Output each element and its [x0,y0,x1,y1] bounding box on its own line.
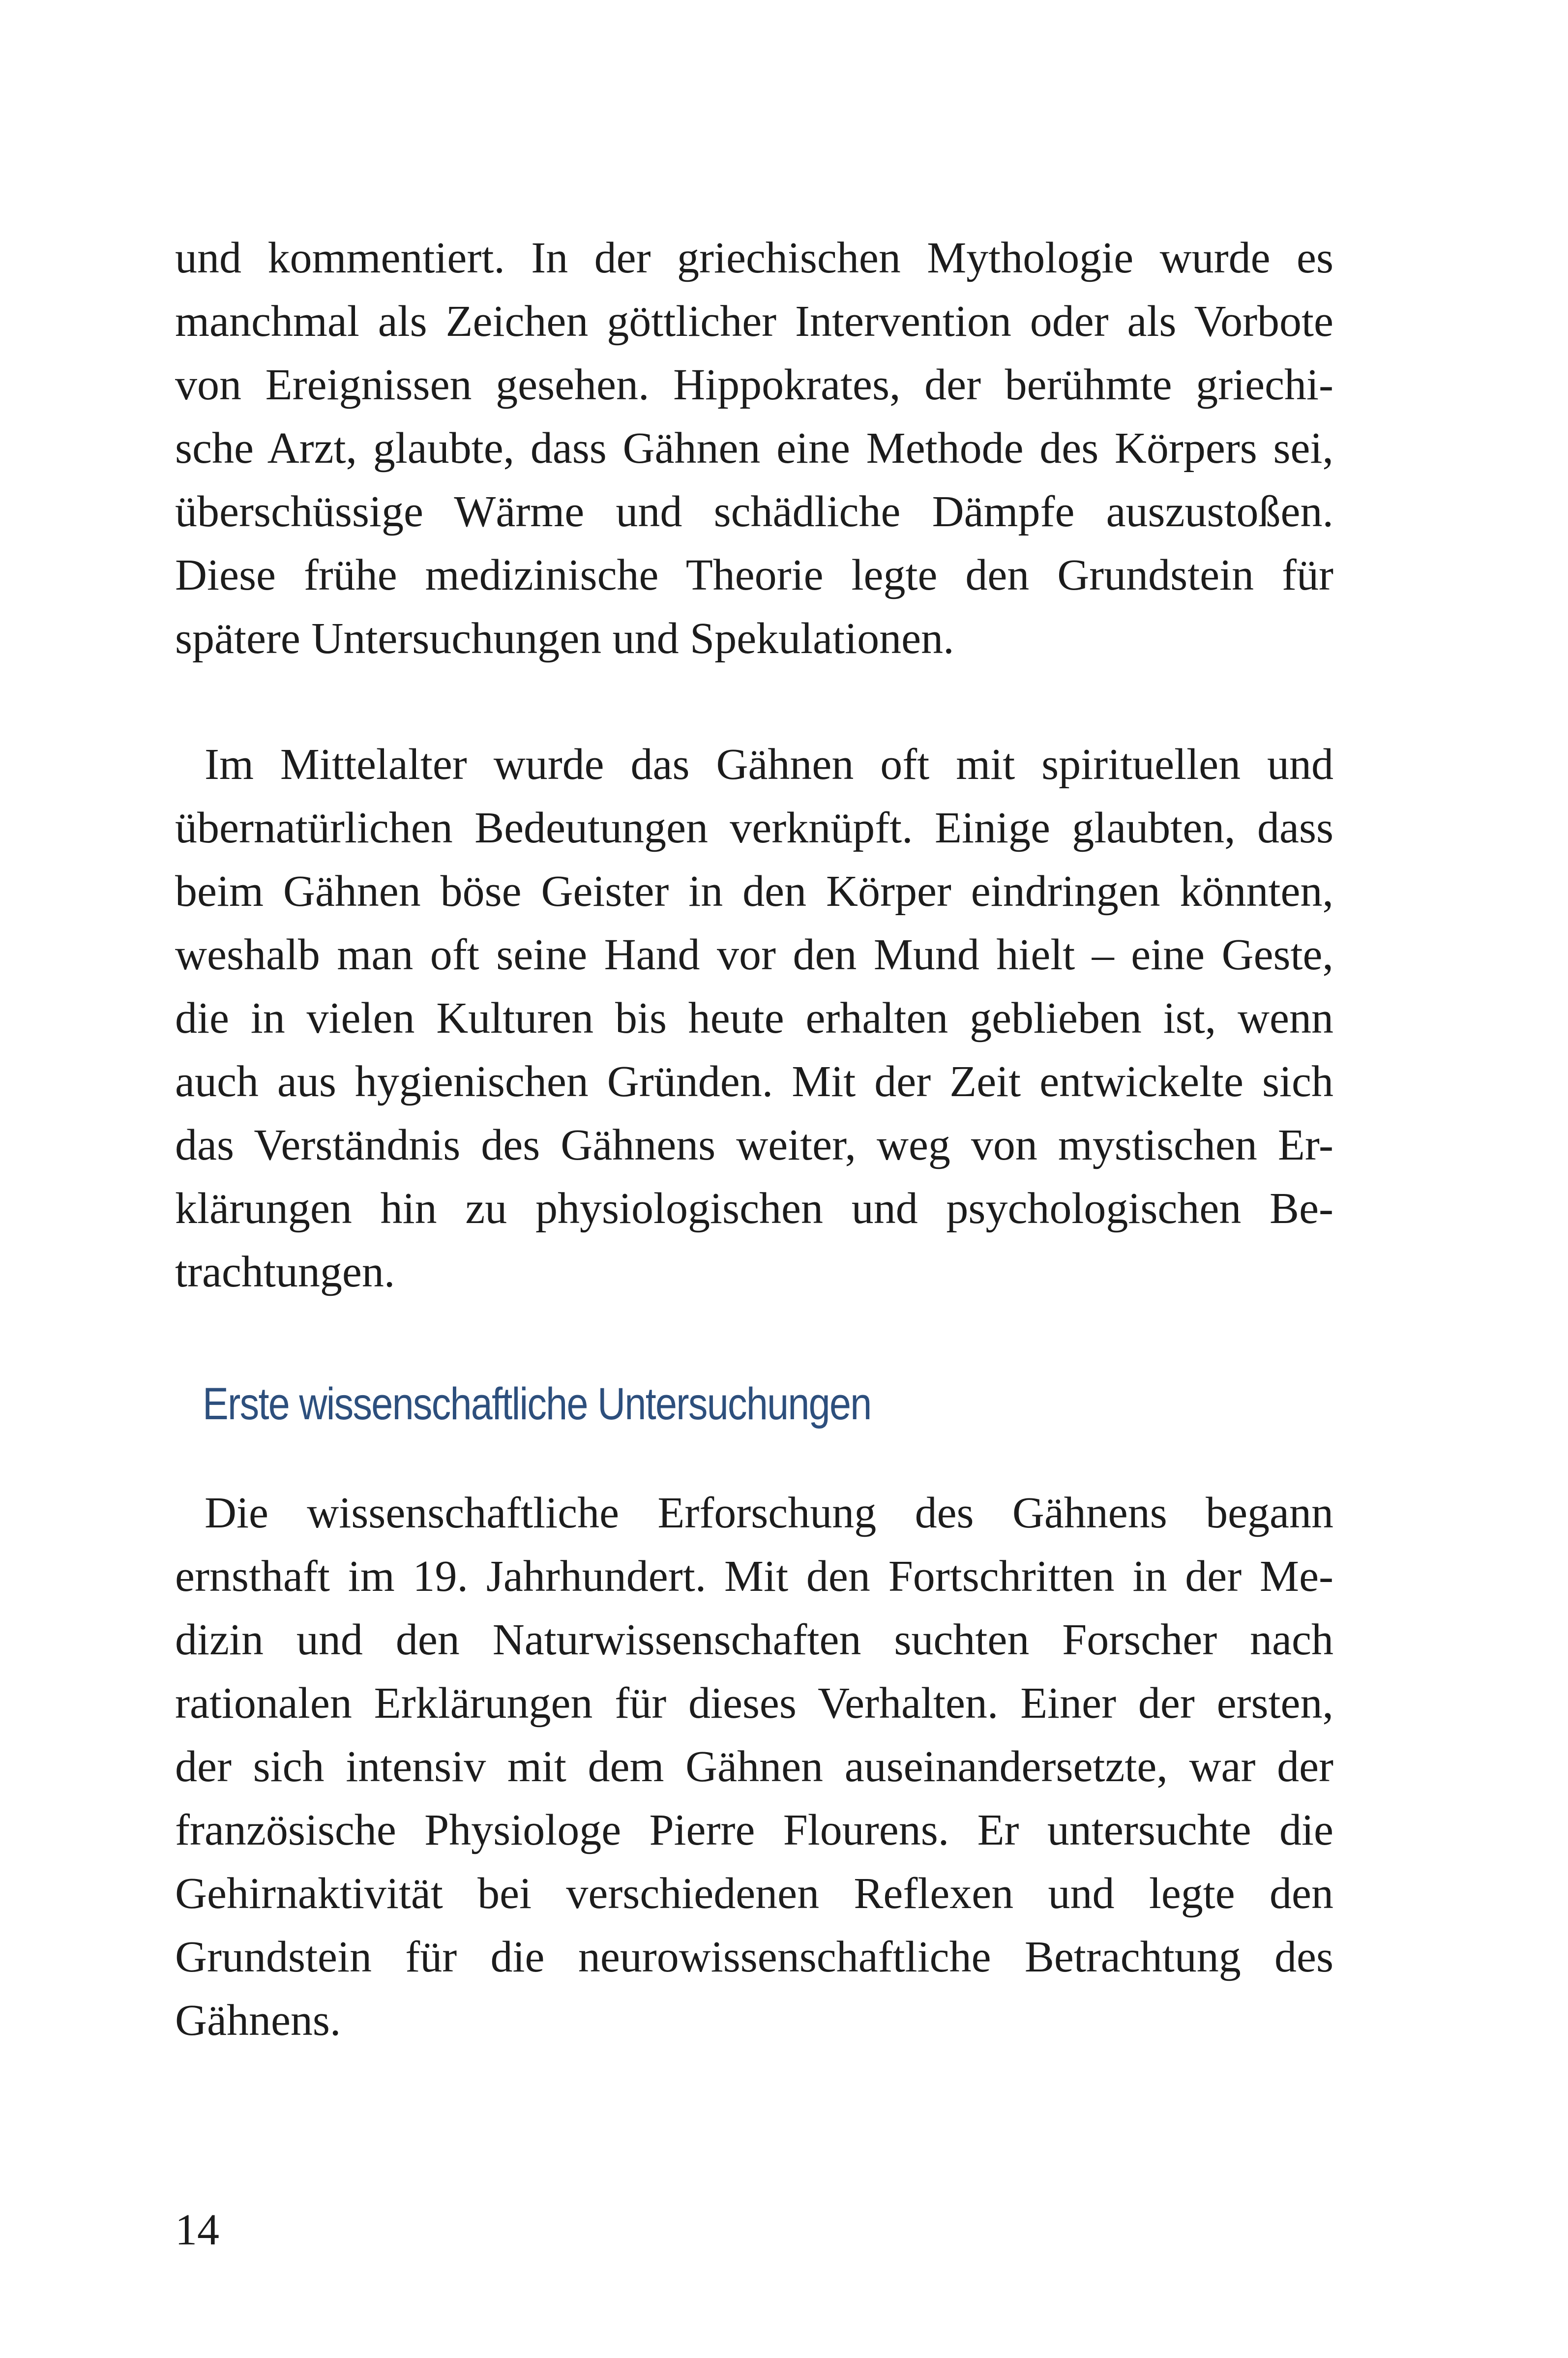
text-line: Gehirnaktivität bei verschiedenen Reflexen und legte den [175,1869,1333,1918]
text-line: weshalb man oft seine Hand vor den Mund hielt – eine Geste, [175,930,1333,979]
text-line: manchmal als Zeichen göttlicher Intervention oder als Vorbote [175,297,1333,346]
text-line: auch aus hygienischen Gründen. Mit der Zeit entwickelte sich [175,1057,1333,1106]
text-line: überschüssige Wärme und schädliche Dämpfe auszustoßen. [175,487,1333,536]
page-number: 14 [175,2206,219,2254]
text-line: ernsthaft im 19. Jahrhundert. Mit den Fortschritten in der Me- [175,1552,1333,1601]
paragraph-middle-ages [175,733,1333,1304]
text-line: und kommentiert. In der griechischen Mythologie wurde es [175,234,1333,282]
text-line: sche Arzt, glaubte, dass Gähnen eine Methode des Körpers sei, [175,424,1333,473]
text-line: die in vielen Kulturen bis heute erhalten geblieben ist, wenn [175,994,1333,1043]
text-line: Gähnens. [175,1996,341,2045]
text-line: rationalen Erklärungen für dieses Verhalten. Einer der ersten, [175,1679,1333,1728]
text-line: trachtungen. [175,1248,395,1296]
text-line: übernatürlichen Bedeutungen verknüpft. Einige glaubten, dass [175,804,1333,852]
section-heading: Erste wissenschaftliche Untersuchungen [203,1379,871,1429]
text-line: von Ereignissen gesehen. Hippokrates, der berühmte griechi- [175,360,1333,409]
text-line: spätere Untersuchungen und Spekulationen. [175,614,954,663]
text-line: dizin und den Naturwissenschaften suchten Forscher nach [175,1615,1333,1664]
text-line: Im Mittelalter wurde das Gähnen oft mit spirituellen und [205,740,1333,789]
text-line: beim Gähnen böse Geister in den Körper eindringen könnten, [175,867,1333,916]
text-line: französische Physiologe Pierre Flourens. Er untersuchte die [175,1806,1333,1854]
text-line: klärungen hin zu physiologischen und psychologischen Be- [175,1184,1333,1233]
paragraph-scientific-research [175,1481,1333,2052]
text-line: das Verständnis des Gähnens weiter, weg von mystischen Er- [175,1121,1333,1169]
text-line: der sich intensiv mit dem Gähnen auseinandersetzte, war der [175,1742,1333,1791]
text-line: Grundstein für die neurowissenschaftliche Betrachtung des [175,1933,1333,1981]
text-line: Diese frühe medizinische Theorie legte den Grundstein für [175,551,1333,599]
text-line: Die wissenschaftliche Erforschung des Gähnens begann [205,1489,1333,1537]
paragraph-continuation [175,226,1333,670]
